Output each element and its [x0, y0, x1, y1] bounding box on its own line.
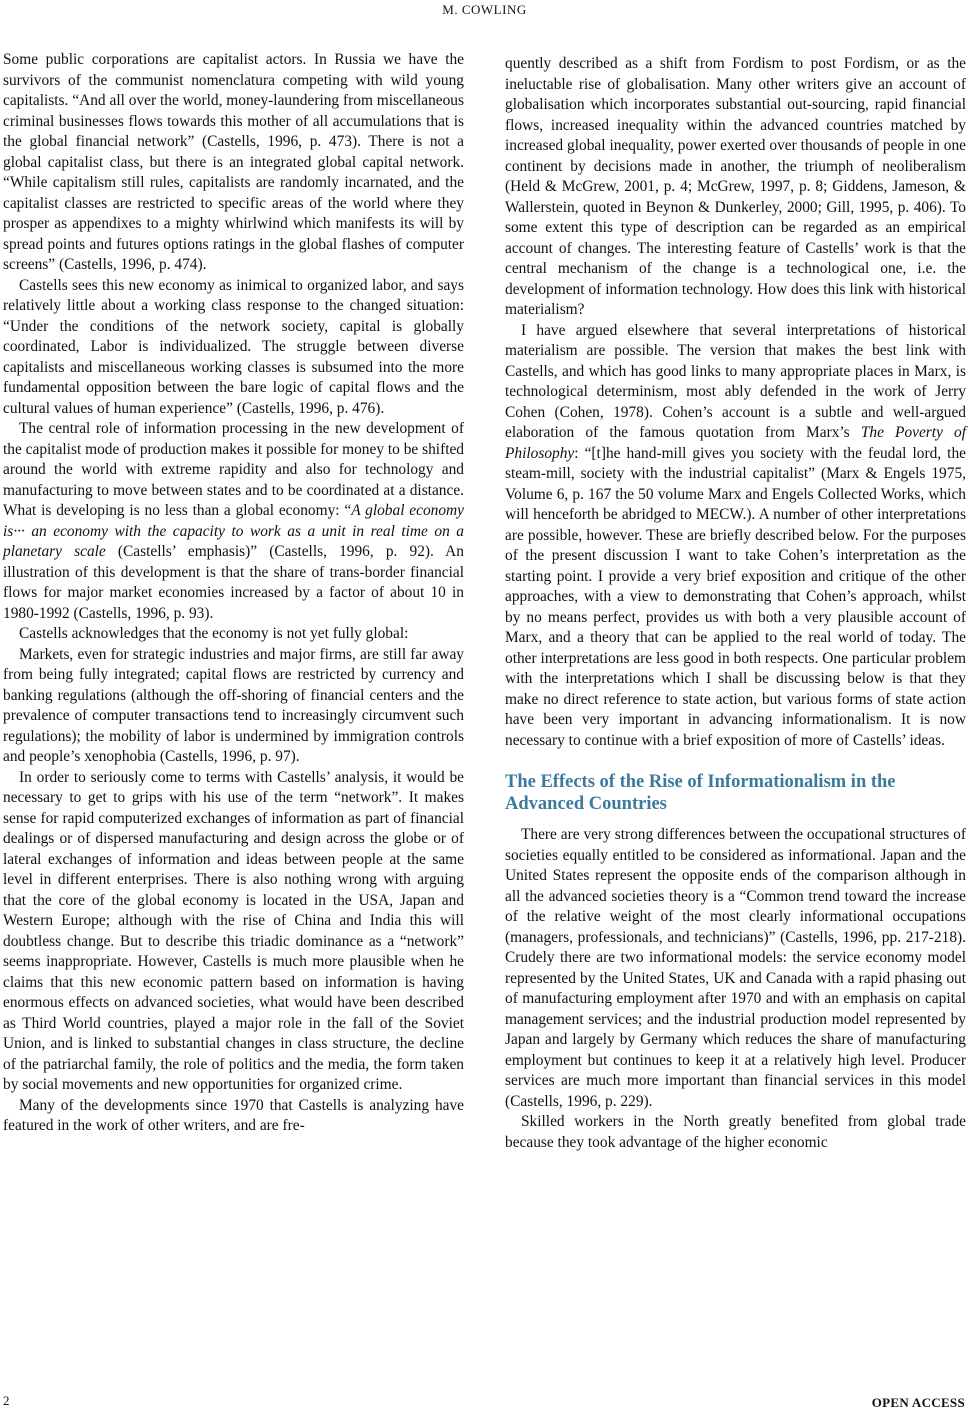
- block-quote: Markets, even for strategic industries and major firms, are still far away from being fully integrated; capital flows are restricted by currency and banking regulations (although the off-shoring of financial centers and the prevalence of computer transactions tend to increasingly circumvent such regulations); the mobility of labor is undermined by immigration controls and people’s xenophobia (Castells, 1996, p. 97).: [3, 645, 464, 765]
- paragraph: Castells sees this new economy as inimical to organized labor, and says relatively little about a working class response to the changed situation: “Under the conditions of the network society, capital is globally coordinated, Labor is individualized. The struggle between diverse capitalists and miscellaneous working classes is subsumed into the more fundamental opposition between the bare logic of capital flows and the cultural values of human experience” (Castells, 1996, p. 476).: [3, 276, 464, 417]
- left-column: [3, 50, 464, 1137]
- paragraph: In order to seriously come to terms with Castells’ analysis, it would be necessary to get to grips with his use of the term “network”. It makes sense for rapid computerized exchanges of information as part of financial dealings or of dispersed manufacturing and design across the globe or of lateral exchanges of information and ideas between people at the same level in different enterprises. There is also nothing wrong with arguing that the core of the global economy is located in the USA, Japan and Western Europe; although with the rise of China and India this will doubtless change. But to describe this triadic dominance as a “network” seems inappropriate. However, Castells is much more plausible when he claims that this new economic pattern based on information is having enormous effects on advanced societies, what would have been described as Third World countries, played a major role in the fall of the Soviet Union, and is linked to substantial changes in class structure, the decline of the patriarchal family, the role of politics and the media, the form taken by social movements and new opportunities for organized crime.: [3, 768, 464, 1093]
- paragraph: Many of the developments since 1970 that Castells is analyzing have featured in the work of other writers, and are fre-: [3, 1096, 464, 1134]
- open-access-label: OPEN ACCESS: [871, 1395, 965, 1410]
- paragraph: Skilled workers in the North greatly benefited from global trade because they took advantage of the higher economic: [505, 1113, 966, 1151]
- text-run: The central role of information processing in the new development of the capitalist mode of production makes it possible for money to be shifted around the world with extreme rapidity and also for technology and manufacturing to move between states and to be coordinated at a distance. What is developing is no less than a global economy: “: [3, 420, 464, 519]
- paragraph: [505, 321, 966, 752]
- paragraph: [3, 419, 464, 624]
- text-run: I have argued elsewhere that several interpretations of historical materialism are possible. The version that makes the best link with Castells, and which has good links to many appropriate places in Marx, is technological determinism, most ably defended in the work of Jerry Cohen (Cohen, 1978). Cohen’s account is a subtle and well-argued elaboration of the famous quotation from Marx’s: [505, 321, 966, 441]
- emphasized-quote: A global economy is··· an economy with the capacity to work as a unit in real time on a planetary scale: [3, 502, 464, 560]
- section-heading: The Effects of the Rise of Informationalism in the Advanced Countries: [505, 772, 896, 814]
- paragraph: quently described as a shift from Fordism to post Fordism, or as the ineluctable rise of globalisation. Many other writers give an account of globalisation which incorporates substantial out-sourcing, rapid financial flows, increased inequality within the advanced countries matched by increased global inequality, power exerted over thousands of people in one continent by decisions made in another, the triumph of neoliberalism (Held & McGrew, 2001, p. 4; McGrew, 1997, p. 8; Giddens, Jameson, & Wallerstein, quoted in Beynon & Dunkerley, 2000; Gill, 1995, p. 406). To some extent this type of description can be regarded as an empirical account of changes. The interesting feature of Castells’ work is that the central mechanism of the change is a technological one, i.e. the development of information technology. How does this link with historical materialism?: [505, 55, 966, 318]
- paragraph: Some public corporations are capitalist actors. In Russia we have the survivors of the communist nomenclatura competing with wild young capitalists. “And all over the world, money-laundering from miscellaneous criminal businesses flows towards this mother of all accumulations that is the global financial network” (Castells, 1996, p. 473). There is not a global capitalist class, but there is an integrated global capital network. “While capitalism still rules, capitalists are randomly incarnated, and the capitalist classes are restricted to specific areas of the world where they prosper as appendixes to a mighty whirlwind which manifests its will by spread points and futures options ratings in the global flashes of computer screens” (Castells, 1996, p. 474).: [3, 51, 464, 273]
- text-run: : “[t]he hand-mill gives you society with the feudal lord, the steam-mill, society with the industrial capitalist” (Marx & Engels 1975, Volume 6, p. 167 the 50 volume Marx and Engels Collected Works, which will henceforth be abridged to MECW.). A number of other interpretations are possible, however. These are briefly described below. For the purposes of the present discussion I want to take Cohen’s interpretation as the starting point. I provide a very brief exposition and critique of the other approaches, with a view to demonstrating that Cohen’s approach, whilst by no means perfect, provides us with both a very plausible account of Marx, and a theory that can be applied to the real world of today. The other interpretations are less good in both respects. One particular problem with the interpretations which I shall be discussing below is that they make no direct reference to state action, but various forms of state action have been very important in advancing informationalism. It is now necessary to continue with a brief exposition of more of Castells’ ideas.: [505, 444, 966, 749]
- paragraph: There are very strong differences between the occupational structures of societies equally entitled to be considered as informational. Japan and the United States represent the opposite ends of the comparison although in all the advanced societies theory is a “Common trend toward the increase of the relative weight of the most clearly informational occupations (managers, professionals, and technicians)” (Castells, 1996, pp. 217-218). Crudely there are two informational models: the service economy model represented by the United States, UK and Canada with a rapid phasing out of manufacturing employment after 1970 and with an emphasis on capital management services; and the industrial production model represented by Japan and largely by Germany which reduces the share of manufacturing employment but continues to keep it at a relatively high level. Producer services are much more important than financial services in this model (Castells, 1996, p. 229).: [505, 826, 966, 1110]
- page-number: 2: [3, 1393, 10, 1408]
- paragraph: Castells acknowledges that the economy is not yet fully global:: [19, 625, 409, 642]
- text-run: (Castells’ emphasis)” (Castells, 1996, p. 92). An illustration of this development is that the share of trans-border financial flows for major market economies increased by a factor of about 10 in 1980-1992 (Castells, 1996, p. 93).: [3, 543, 464, 622]
- running-head: M. COWLING: [442, 2, 527, 17]
- book-title: The Poverty of Philosophy: [505, 424, 967, 462]
- right-column: [505, 54, 966, 1153]
